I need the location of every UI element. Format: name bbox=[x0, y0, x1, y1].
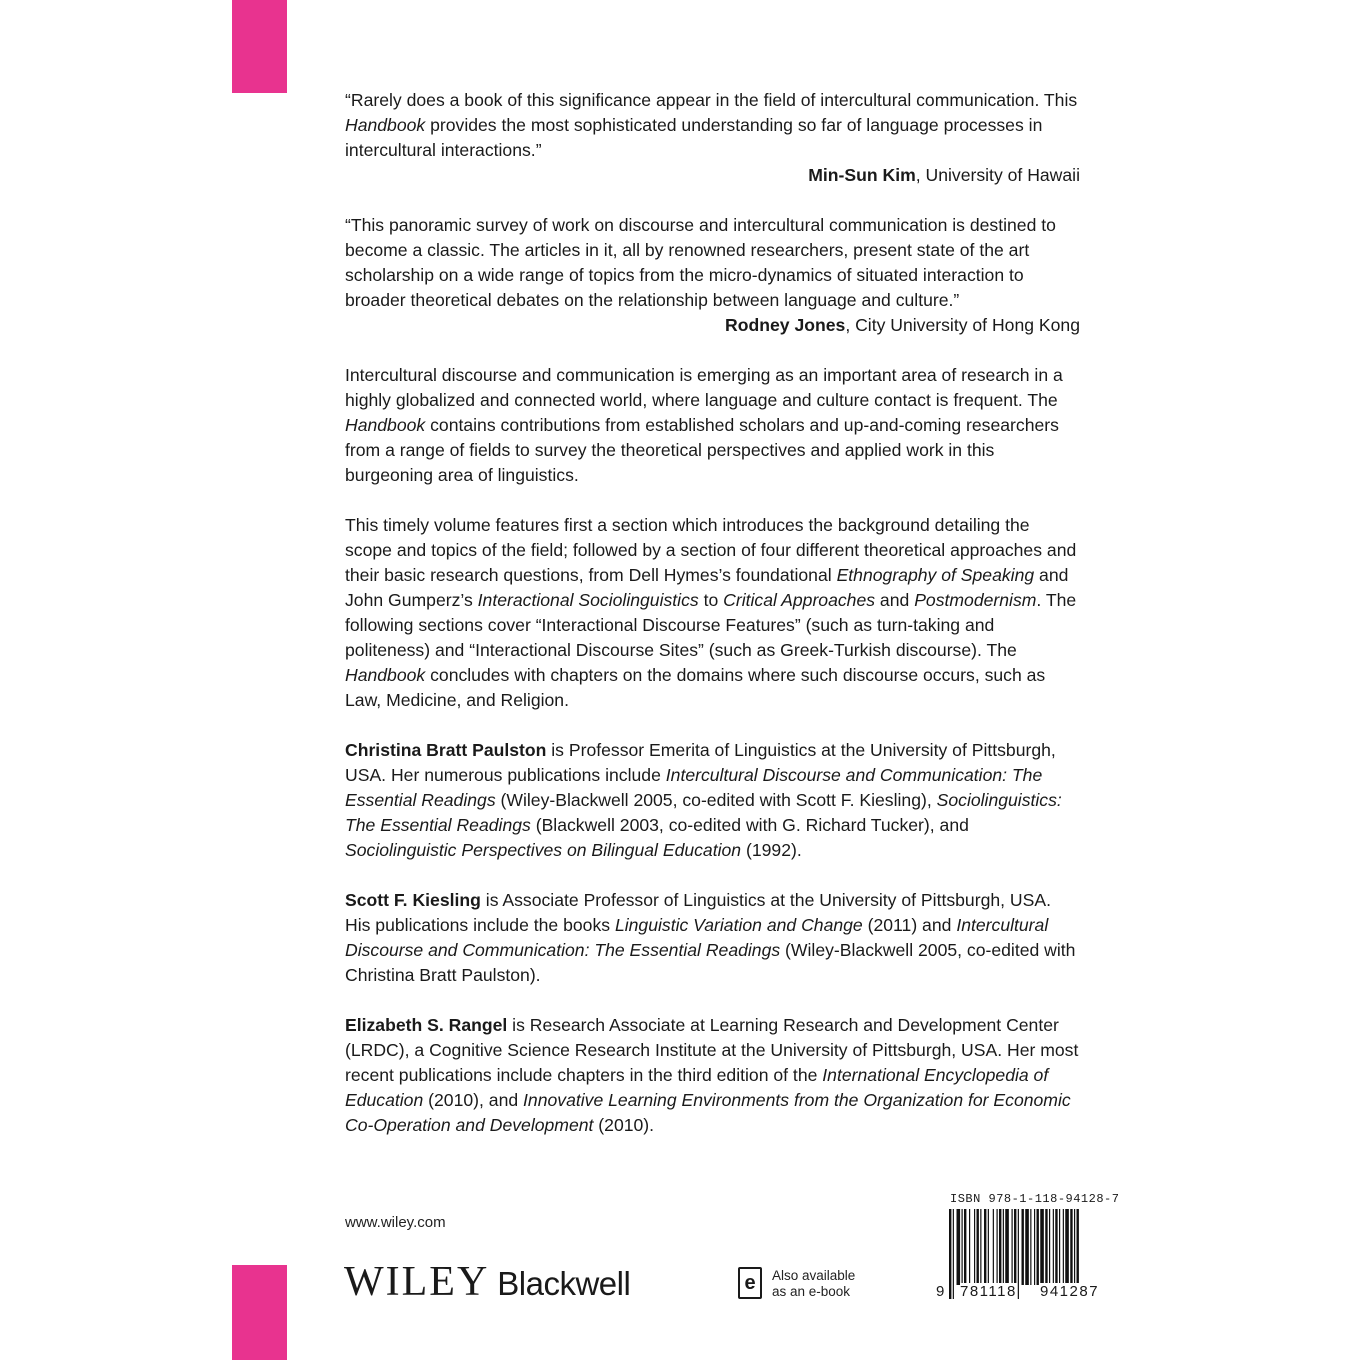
barcode-bar bbox=[1063, 1209, 1064, 1285]
barcode-bar bbox=[1040, 1209, 1044, 1285]
isbn-label: ISBN 978-1-118-94128-7 bbox=[950, 1192, 1120, 1206]
quote-1-text: “Rarely does a book of this significance appear in the field of intercultural communication. This Handbook provides the most sophisticated understanding so far of language processes in intercultural interactions.” bbox=[345, 90, 1078, 160]
barcode-bar bbox=[1045, 1209, 1047, 1285]
barcode-bar bbox=[953, 1209, 954, 1299]
barcode-bar bbox=[993, 1209, 994, 1285]
back-cover-text bbox=[345, 88, 1080, 1138]
barcode-bar bbox=[1003, 1209, 1004, 1285]
quote-1-author: Min-Sun Kim bbox=[808, 165, 916, 185]
barcode-bar bbox=[977, 1209, 979, 1285]
pink-accent-bar-bottom bbox=[232, 1265, 287, 1360]
quote-2-affiliation: , City University of Hong Kong bbox=[845, 315, 1080, 335]
bio-rangel: Elizabeth S. Rangel is Research Associate at Learning Research and Development Center (LRDC), a Cognitive Science Research Institute at the University of Pittsburgh, USA. Her most recent publications include chapters in the third edition of the International Encyclopedia of Education (2010), and Innovative Learning Environments from the Organization for Economic Co-Operation and Development (2010). bbox=[345, 1015, 1079, 1135]
quote-2-text: “This panoramic survey of work on discourse and intercultural communication is destined to become a classic. The articles in it, all by renowned researchers, present state of the art scholarship on a wide range of topics from the micro-dynamics of situated interaction to broader theoretical debates on the relationship between language and culture.” bbox=[345, 215, 1056, 310]
bio-kiesling-name: Scott F. Kiesling bbox=[345, 890, 481, 910]
barcode-bar bbox=[974, 1209, 975, 1285]
quote-2-attribution bbox=[345, 313, 1080, 338]
publisher-url: www.wiley.com bbox=[345, 1214, 446, 1231]
barcode-digits-right: 941287 bbox=[1040, 1283, 1100, 1300]
quote-1-affiliation: , University of Hawaii bbox=[915, 165, 1080, 185]
barcode-bar bbox=[1055, 1209, 1057, 1285]
barcode-bar bbox=[1053, 1209, 1054, 1285]
barcode-bar bbox=[1005, 1209, 1009, 1285]
ebook-icon: e bbox=[738, 1267, 762, 1299]
barcode-bar bbox=[980, 1209, 981, 1285]
barcode-bar bbox=[957, 1209, 961, 1285]
quote-2-author: Rodney Jones bbox=[725, 315, 846, 335]
bio-rangel-name: Elizabeth S. Rangel bbox=[345, 1015, 508, 1035]
barcode-bar bbox=[964, 1209, 966, 1285]
barcode-bar bbox=[1025, 1209, 1029, 1285]
barcode-bar bbox=[949, 1209, 951, 1299]
bio-paulston-name: Christina Bratt Paulston bbox=[345, 740, 547, 760]
barcode-bar bbox=[997, 1209, 998, 1285]
barcode-bar bbox=[1065, 1209, 1069, 1285]
barcode-bar bbox=[1022, 1209, 1024, 1285]
logo-wiley: WILEY bbox=[344, 1259, 490, 1305]
description-paragraph-1: Intercultural discourse and communication is emerging as an important area of research in a highly globalized and connected world, where language and culture contact is frequent. The Handbook contains contributions from established scholars and up-and-coming researchers from a range of fields to survey the theoretical perspectives and applied work in this burgeoning area of linguistics. bbox=[345, 365, 1063, 485]
description-paragraph-2: This timely volume features first a section which introduces the background detailing the scope and topics of the field; followed by a section of four different theoretical approaches and their basic research questions, from Dell Hymes’s foundational Ethnography of Speaking and John Gumperz’s Interactional Sociolinguistics to Critical Approaches and Postmodernism. The following sections cover “Interactional Discourse Features” (such as turn-taking and politeness) and “Interactional Discourse Sites” (such as Greek-Turkish discourse). The Handbook concludes with chapters on the domains where such discourse occurs, such as Law, Medicine, and Religion. bbox=[345, 515, 1077, 710]
barcode-digits-left: 781118 bbox=[960, 1283, 1017, 1300]
logo-blackwell: Blackwell bbox=[497, 1265, 631, 1302]
barcode-bar bbox=[1034, 1209, 1035, 1285]
barcode-bar bbox=[1018, 1209, 1019, 1299]
barcode-bar bbox=[988, 1209, 989, 1285]
barcode-bar bbox=[1049, 1209, 1050, 1285]
barcode-bar bbox=[1030, 1209, 1031, 1285]
bio-paulston: Christina Bratt Paulston is Professor Emerita of Linguistics at the University of Pittsburgh, USA. Her numerous publications include Intercultural Discourse and Communication: The Essential Readings (Wiley-Blackwell 2005, co-edited with Scott F. Kiesling), Sociolinguistics: The Essential Readings (Blackwell 2003, co-edited with G. Richard Tucker), and Sociolinguistic Perspectives on Bilingual Education (1992). bbox=[345, 740, 1062, 860]
pink-accent-bar-top bbox=[232, 0, 287, 93]
bio-kiesling: Scott F. Kiesling is Associate Professor of Linguistics at the University of Pittsburgh, USA. His publications include the books Linguistic Variation and Change (2011) and Intercultural Discourse and Communication: The Essential Readings (Wiley-Blackwell 2005, co-edited with Christina Bratt Paulston). bbox=[345, 890, 1076, 985]
barcode-digit-first: 9 bbox=[936, 1283, 946, 1300]
barcode-bar bbox=[1037, 1209, 1039, 1285]
wiley-blackwell-logo bbox=[344, 1258, 630, 1306]
barcode-bar bbox=[1012, 1209, 1013, 1285]
barcode-bar bbox=[1070, 1209, 1072, 1285]
quote-1-attribution bbox=[345, 163, 1080, 188]
barcode-bar bbox=[962, 1209, 963, 1285]
barcode-bar bbox=[1059, 1209, 1060, 1285]
barcode-bar bbox=[984, 1209, 986, 1285]
barcode-bar bbox=[999, 1209, 1001, 1285]
ebook-availability-note: Also available as an e-book bbox=[772, 1268, 856, 1299]
barcode-bar bbox=[969, 1209, 970, 1285]
